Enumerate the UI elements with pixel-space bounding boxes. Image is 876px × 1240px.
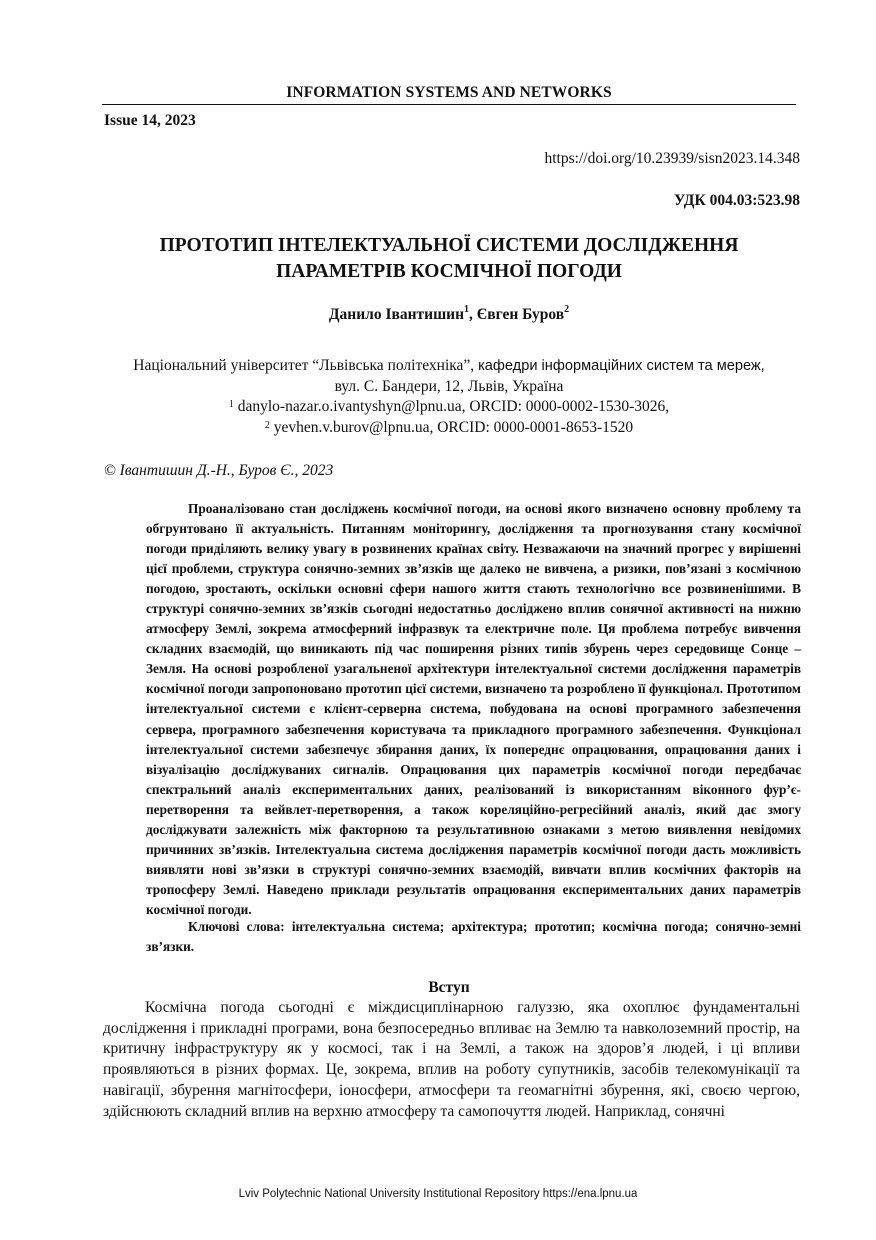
contact-line	[102, 397, 796, 418]
author-name: Данило Івантишин	[328, 306, 465, 323]
department-name: кафедри інформаційних систем та мереж,	[478, 358, 765, 374]
journal-name: INFORMATION SYSTEMS AND NETWORKS	[286, 84, 612, 101]
repository-footer: Lviv Polytechnic National University Institutional Repository https://ena.lpnu.ua	[238, 1188, 638, 1200]
author-affiliation-mark: 2	[564, 304, 570, 315]
contact-email[interactable]: yevhen.v.burov@lpnu.ua, ORCID: 0000-0001-8653-1520	[273, 419, 634, 437]
header-divider	[102, 104, 796, 105]
issue-label: Issue 14, 2023	[104, 112, 196, 129]
contact-email[interactable]: danylo-nazar.o.ivantyshyn@lpnu.ua, ORCID: 0000-0002-1530-3026,	[237, 398, 670, 416]
udk-code: УДК 004.03:523.98	[674, 192, 800, 209]
university-name: Національний університет “Львівська політехніка”,	[133, 357, 479, 374]
affiliation-block	[102, 356, 796, 439]
authors	[102, 306, 796, 324]
copyright: © Івантишин Д.-Н., Буров Є., 2023	[104, 462, 334, 479]
contact-mark: 2	[264, 420, 270, 432]
author-name: Євген Буров	[476, 306, 565, 323]
doi-link[interactable]: https://doi.org/10.23939/sisn2023.14.348	[544, 150, 800, 167]
section-heading: Вступ	[428, 979, 470, 996]
author-separator: ,	[469, 306, 477, 323]
abstract: Проаналізовано стан досліджень космічної погоди, на основі якого визначено основну проблему та обгрунтовано її актуальність. Питанням моніторингу, дослідження та прогнозування стану космічної погоди приділяють велику увагу в розвинених країнах світу. Незважаючи на значний прогрес у вирішенні цієї проблеми, структура сонячно-земних зв’язків ще далеко не вивчена, а ризики, пов’язані з космічною погодою, зростають, оскільки основні сфери нашого життя стають технологічно все розвиненішими. В структурі сонячно-земних зв’язків сьогодні недостатньо досліджено вплив сонячної активності на нижню атмосферу Землі, зокрема атмосферний інфразвук та електричне поле. Ця проблема потребує вивчення складних взаємодій, що виникають під час поширення різних типів збурень через середовище Сонце – Земля. На основі розробленої узагальненої архітектури інтелектуальної системи дослідження параметрів космічної погоди запропоновано прототип цієї системи, визначено та розроблено її функціонал. Прототипом інтелектуальної системи є клієнт-серверна система, побудована на основі програмного забезпечення сервера, програмного забезпечення користувача та прикладного програмного забезпечення. Функціонал інтелектуальної системи забезпечує збирання даних, їх попереднє опрацювання, опрацювання даних і візуалізацію досліджуваних сигналів. Опрацювання цих параметрів космічної погоди передбачає спектральний аналіз експериментальних даних, реалізований із використанням віконного фур’є-перетворення та вейвлет-перетворення, а також кореляційно-регресійний аналіз, який дає змогу досліджувати залежність між факторною та результативною ознаками з метою виявлення невідомих причинних зв’язків. Інтелектуальна система дослідження параметрів космічної погоди дасть можливість виявляти нові зв’язки в структурі сонячно-земних взаємодій, вивчати вплив космічних факторів на тропосферу Землі. Наведено приклади результатів опрацювання експериментальних даних параметрів космічної погоди.	[146, 501, 801, 917]
keywords: Ключові слова: інтелектуальна система; архітектура; прототип; космічна погода; сонячно-земні зв’язки.	[146, 919, 801, 955]
title-line-1: ПРОТОТИП ІНТЕЛЕКТУАЛЬНОЇ СИСТЕМИ ДОСЛІДЖЕННЯ	[159, 235, 739, 256]
contact-mark: 1	[228, 399, 234, 411]
author-affiliation-mark: 1	[464, 304, 470, 315]
contact-line	[102, 418, 796, 439]
article-title	[102, 233, 796, 285]
affiliation-line	[102, 356, 796, 377]
intro-paragraph: Космічна погода сьогодні є міждисциплінарною галуззю, яка охоплює фундаментальні дослідження і прикладні програми, вона безпосередньо впливає на Землю та навколоземний простір, на критичну інфраструктуру як у космосі, так і на Землі, а також на здоров’я людей, і ці впливи проявляються в різних формах. Це, зокрема, вплив на роботу супутників, засобів телекомунікації та навігації, збурення магнітосфери, іоносфери, атмосфери та геомагнітні збурення, які, своєю чергою, здійснюють складний вплив на верхню атмосферу та самопочуття людей. Наприклад, сонячні	[103, 999, 800, 1120]
address: вул. С. Бандери, 12, Львів, Україна	[334, 377, 564, 395]
title-line-2: ПАРАМЕТРІВ КОСМІЧНОЇ ПОГОДИ	[276, 261, 622, 282]
